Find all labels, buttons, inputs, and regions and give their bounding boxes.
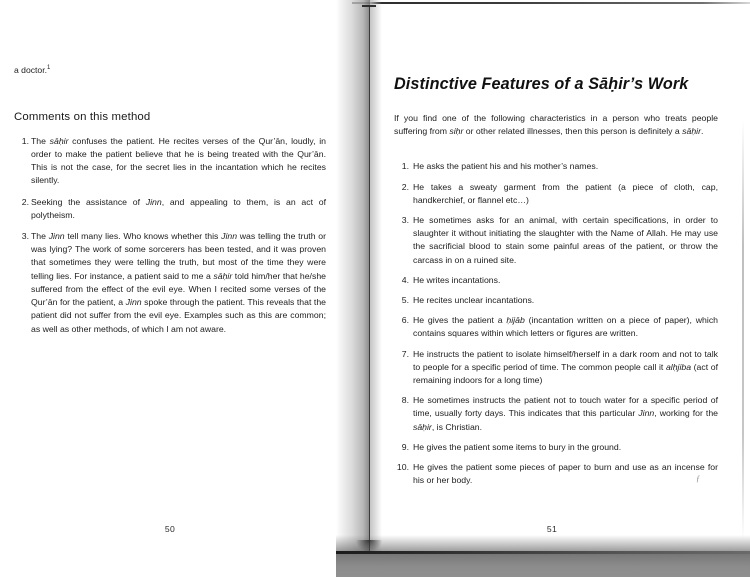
list-item xyxy=(394,461,718,487)
text-run: tell many lies. Who knows whether this xyxy=(64,231,222,242)
list-item-number: 1. xyxy=(401,161,409,172)
scanner-platen-band xyxy=(336,551,750,577)
list-item-number: 6. xyxy=(401,315,409,326)
text-run: The xyxy=(31,135,50,146)
text-run: He gives the patient some items to bury in the ground. xyxy=(413,441,622,452)
list-item-text xyxy=(413,462,718,485)
right-page xyxy=(382,0,750,577)
text-run: He recites unclear incantations. xyxy=(413,295,535,306)
chapter-title: Distinctive Features of a Sāḥir’s Work xyxy=(394,75,689,93)
page-number-left: 50 xyxy=(164,524,176,534)
text-run: was telling the truth or was lying? The work of some sorcerers has been tested, and it was proven that sometimes they were telling the truth, but most of the time they were telling lies. For instance, a patient said to me a xyxy=(31,231,326,281)
text-run: He instructs the patient to isolate himself/herself in a dark room and not to talk to people for a specific period of time. The common people call it xyxy=(413,348,718,372)
left-page xyxy=(0,0,340,577)
list-item xyxy=(394,294,718,307)
list-item-number: 8. xyxy=(401,395,409,406)
italic-term: Jinn xyxy=(221,231,238,242)
list-item-number: 9. xyxy=(401,441,409,452)
italic-term: Jinn xyxy=(48,231,65,242)
list-item-number: 10. xyxy=(396,462,409,473)
italic-term: sāḥir xyxy=(213,270,233,281)
list-item-text xyxy=(413,215,718,265)
text-run: , is Christian. xyxy=(431,421,483,432)
italic-term: ḥijāb xyxy=(506,315,525,326)
list-item xyxy=(394,181,718,207)
text-run: He sometimes asks for an animal, with certain specifications, in order to slaughter it without initiating the slaughter with the Name of Allah. He may use the sacrificial blood to stain some painful areas of the patient, or throw the carcass in on a ruined site. xyxy=(413,215,718,265)
list-item-text xyxy=(413,349,718,385)
list-item xyxy=(394,394,718,434)
comments-heading: Comments on this method xyxy=(14,110,151,123)
text-run: , working for the xyxy=(654,408,718,419)
list-item xyxy=(394,441,718,454)
list-item xyxy=(14,196,326,222)
list-item-number: 2. xyxy=(401,181,409,192)
list-item-text xyxy=(413,275,500,285)
text-run: He sometimes instructs the patient not to touch water for a specific period of time, usually forty days. This indicates that this particular xyxy=(413,395,718,419)
list-item xyxy=(394,160,718,173)
italic-term: sāḥir xyxy=(413,421,432,432)
text-run: He writes incantations. xyxy=(413,274,501,285)
footnote-marker: 1 xyxy=(46,65,51,71)
list-item-number: 5. xyxy=(401,295,409,306)
text-run: He gives the patient a xyxy=(413,315,507,326)
list-item xyxy=(394,314,718,340)
list-item-text xyxy=(413,395,718,431)
text-run: The xyxy=(31,231,49,242)
text-run: spoke through the patient. This reveals that the patient did not suffer from the evil eye. Examples such as this are common; as well as other methods, of which I am not aware. xyxy=(31,297,327,334)
runon-text: a doctor. xyxy=(14,64,47,75)
list-item xyxy=(394,348,718,388)
italic-term: alḥjiba xyxy=(665,361,692,372)
left-page-body xyxy=(14,0,326,344)
list-item-number: 2. xyxy=(21,196,29,207)
text-run: confuses the patient. He recites verses of the Qur’ān, loudly, in order to make the patient believe that he is being treated with the Qur’ān. This is not the case, for the secret lies in the incantation which he recites silently. xyxy=(31,135,326,186)
list-item-number: 4. xyxy=(401,274,409,285)
list-item-number: 3. xyxy=(401,215,409,226)
list-item-text xyxy=(31,231,326,333)
text-run: (incantation written on a piece of paper), which contains squares within which letters or figures are written. xyxy=(413,315,718,339)
italic-term: Jinn xyxy=(145,196,162,207)
comments-list xyxy=(14,135,326,336)
scan-speck-artifact: ƒ xyxy=(696,474,700,483)
text-run: Seeking the assistance of xyxy=(31,196,146,207)
book-gutter xyxy=(336,0,382,552)
list-item-number: 7. xyxy=(401,348,409,359)
list-item xyxy=(394,214,718,267)
gutter-shadow xyxy=(336,0,370,552)
gutter-top-cap xyxy=(362,5,376,7)
platen-band-fade xyxy=(336,535,750,551)
text-run: (act of remaining indoors for a long time) xyxy=(413,361,718,386)
list-item xyxy=(14,135,326,188)
list-item-text xyxy=(31,197,326,220)
list-item-number: 3. xyxy=(21,231,29,242)
list-item-number: 1. xyxy=(21,135,29,146)
list-item-text xyxy=(31,136,326,186)
list-item xyxy=(14,230,326,336)
features-list xyxy=(394,160,718,487)
list-item xyxy=(394,274,718,287)
text-run: . xyxy=(700,126,704,137)
italic-term: siḥr xyxy=(449,126,464,137)
italic-term: Jinn xyxy=(125,297,142,308)
text-run: told him/her that he/she suffered from the effect of the evil eye. When I recited some verses of the Qur’ān for the patient, a xyxy=(31,270,326,308)
list-item-text xyxy=(413,161,598,171)
text-run: If you find one of the following characteristics in a person who treats people suffering from xyxy=(394,113,718,137)
italic-term: sāḥir xyxy=(49,135,69,146)
text-run: He gives the patient some pieces of paper to burn and use as an incense for his or her body. xyxy=(413,462,718,486)
text-run: , and appealing to them, is an act of polytheism. xyxy=(31,196,326,220)
list-item-text xyxy=(413,315,718,338)
gutter-right-face xyxy=(370,0,382,552)
runon-line xyxy=(14,62,326,77)
list-item-text xyxy=(413,182,718,205)
text-run: He takes a sweaty garment from the patient (a piece of cloth, cap, handkerchief, or flannel etc…) xyxy=(413,181,718,205)
intro-paragraph xyxy=(394,112,718,138)
right-page-body xyxy=(394,0,718,494)
gutter-spine-line xyxy=(369,6,370,552)
italic-term: Jinn xyxy=(638,408,655,419)
list-item-text xyxy=(413,295,534,305)
text-run: or other related illnesses, then this person is definitely a xyxy=(463,126,683,137)
italic-term: sāḥir xyxy=(682,126,701,137)
page-number-right: 51 xyxy=(546,524,558,534)
text-run: He asks the patient his and his mother’s names. xyxy=(413,161,599,172)
list-item-text xyxy=(413,442,621,452)
